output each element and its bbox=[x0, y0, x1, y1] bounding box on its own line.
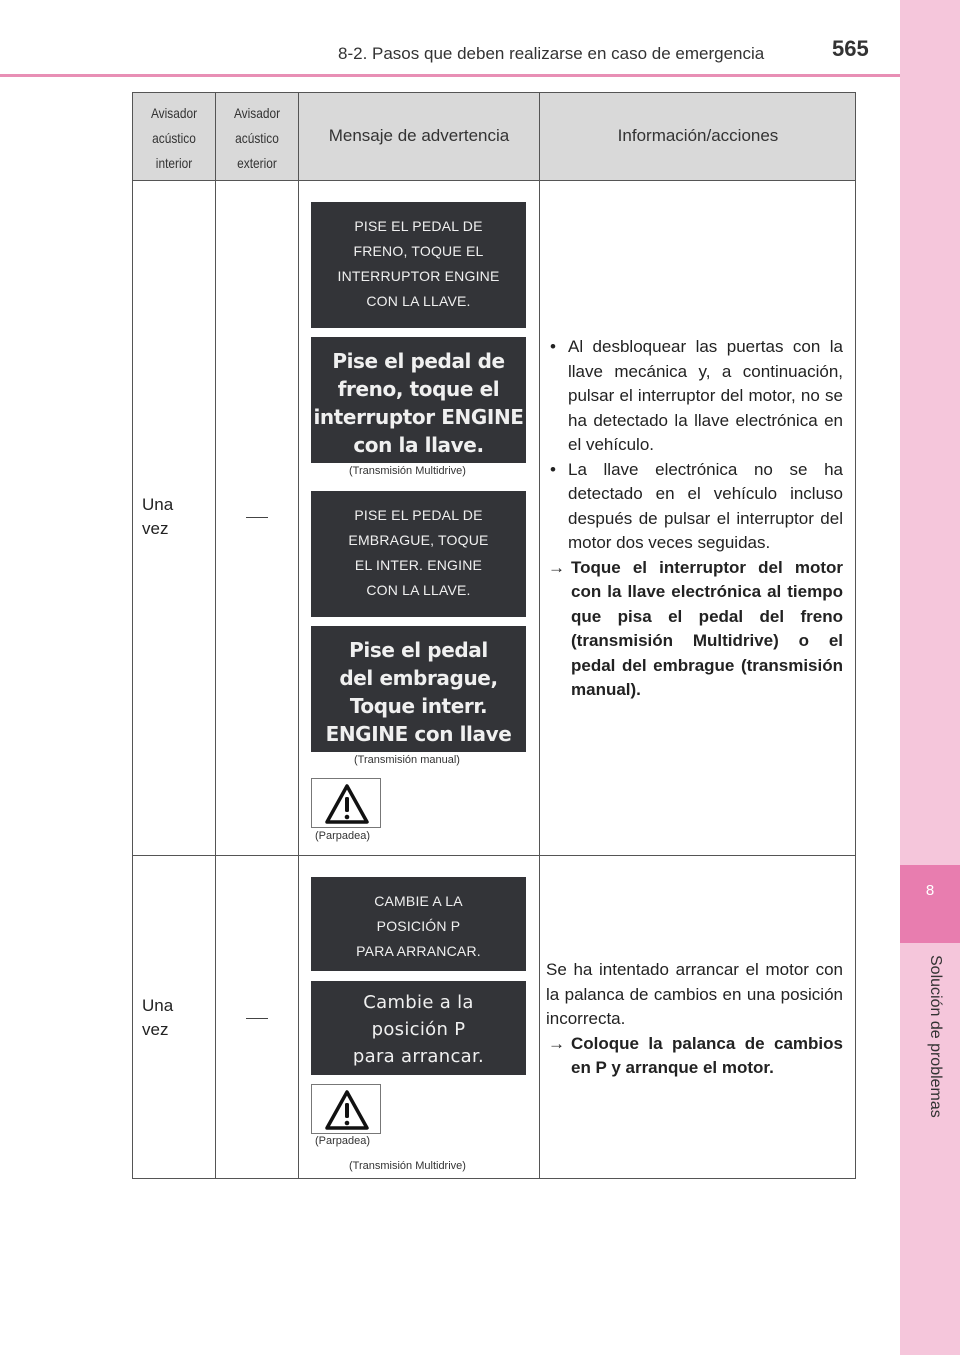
display-caption: (Transmisión Multidrive) bbox=[349, 1160, 466, 1172]
warning-display-message: Cambie a la posición P para arrancar. bbox=[311, 981, 526, 1075]
exterior-buzzer-none bbox=[246, 1018, 268, 1019]
display-caption: (Transmisión Multidrive) bbox=[349, 465, 466, 477]
column-header-exterior: Avisador acústico exterior bbox=[233, 105, 281, 171]
info-actions bbox=[546, 335, 843, 703]
warning-display-message: PISE EL PEDAL DE FRENO, TOQUE EL INTERRUPTOR ENGINE CON LA LLAVE. bbox=[311, 202, 526, 328]
display-caption: (Transmisión manual) bbox=[354, 754, 460, 766]
warning-triangle-icon bbox=[324, 783, 370, 825]
warning-triangle-icon bbox=[324, 1089, 370, 1131]
chapter-title: Solución de problemas bbox=[927, 955, 944, 1118]
chapter-number-box bbox=[900, 865, 960, 943]
warning-display-message: Pise el pedal de freno, toque el interruptor ENGINE con la llave. bbox=[311, 337, 526, 463]
display-caption: (Parpadea) bbox=[315, 830, 371, 842]
chapter-number: 8 bbox=[925, 882, 935, 899]
column-divider bbox=[298, 93, 299, 1178]
column-divider bbox=[215, 93, 216, 1178]
table-header bbox=[133, 93, 855, 181]
warning-display-message: Pise el pedal del embrague, Toque interr. ENGINE con llave bbox=[311, 626, 526, 752]
warning-table bbox=[132, 92, 856, 1179]
warning-display-message: PISE EL PEDAL DE EMBRAGUE, TOQUE EL INTER. ENGINE CON LA LLAVE. bbox=[311, 491, 526, 617]
info-bullet: • Al desbloquear las puertas con la llave mecánica y, a continuación, pulsar el interruptor del motor, no se ha detectado la llave electrónica en el vehículo. bbox=[546, 335, 843, 458]
arrow-icon: → bbox=[548, 557, 565, 577]
action-instruction: → Toque el interruptor del motor con la llave electrónica al tiempo que pisa el pedal del freno (transmisión Multidrive) o el pedal del embrague (transmisión manual). bbox=[548, 557, 843, 699]
column-header-interior: Avisador acústico interior bbox=[150, 105, 198, 171]
info-actions bbox=[546, 958, 843, 1081]
warning-display-message: CAMBIE A LA POSICIÓN P PARA ARRANCAR. bbox=[311, 877, 526, 971]
warning-icon-box bbox=[311, 778, 381, 828]
section-title: 8-2. Pasos que deben realizarse en caso de emergencia bbox=[338, 44, 765, 63]
interior-buzzer-value: Una vez bbox=[142, 495, 174, 538]
action-instruction: → Coloque la palanca de cambios en P y arranque el motor. bbox=[548, 1033, 843, 1077]
warning-icon-box bbox=[311, 1084, 381, 1134]
interior-buzzer-value: Una vez bbox=[142, 996, 174, 1039]
column-divider bbox=[539, 93, 540, 1178]
header-rule bbox=[0, 74, 900, 77]
column-header-message: Mensaje de advertencia bbox=[328, 126, 510, 145]
display-caption: (Parpadea) bbox=[315, 1135, 371, 1147]
info-text: Se ha intentado arrancar el motor con la palanca de cambios en una posición incorrecta. bbox=[546, 960, 843, 1028]
arrow-icon: → bbox=[548, 1033, 565, 1053]
info-bullet: • La llave electrónica no se ha detectado en el vehículo incluso después de pulsar el interruptor del motor dos veces seguidas. bbox=[546, 458, 843, 556]
row-divider bbox=[133, 855, 855, 856]
exterior-buzzer-none bbox=[246, 517, 268, 518]
page-number: 565 bbox=[832, 36, 869, 61]
column-header-info: Información/acciones bbox=[617, 126, 779, 145]
